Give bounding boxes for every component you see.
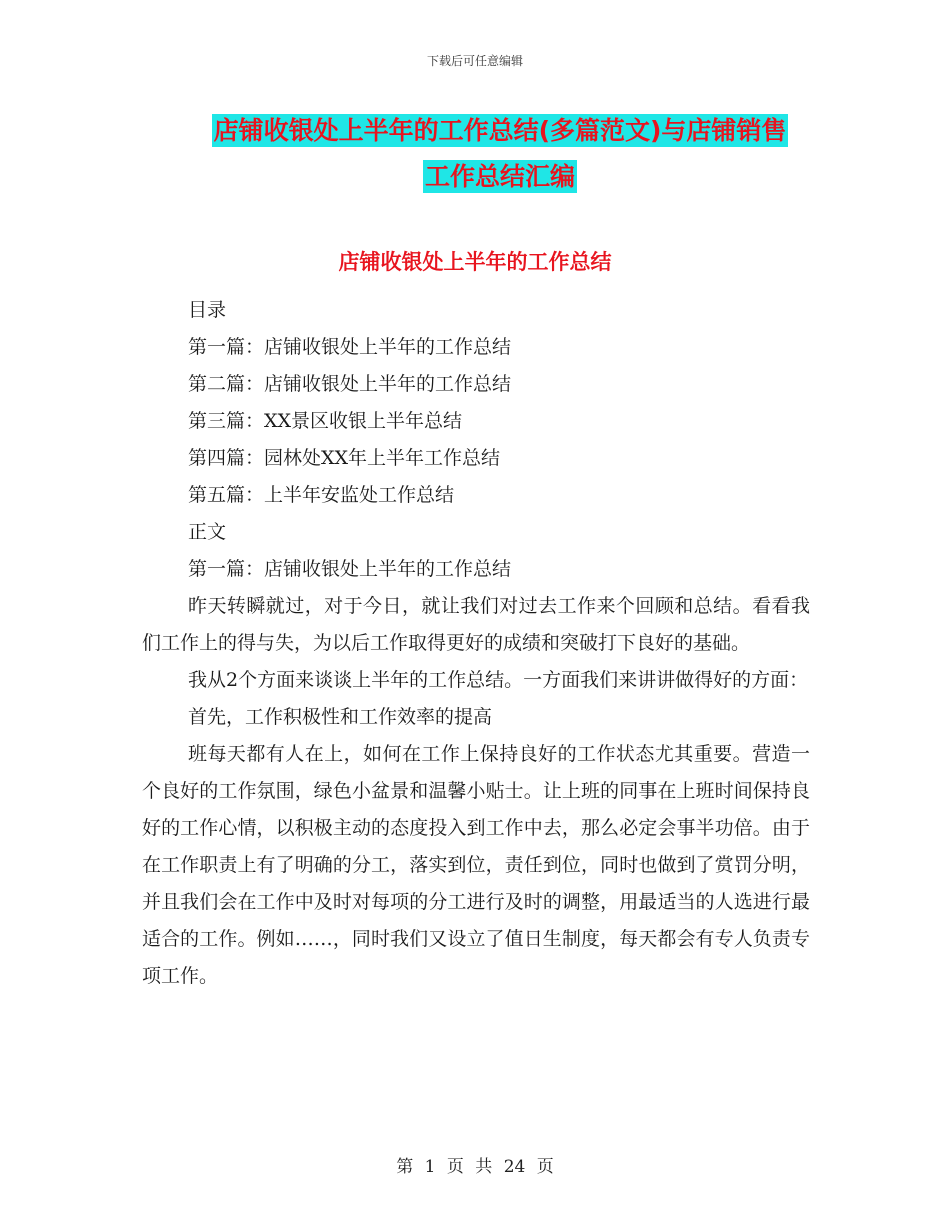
toc-item: 第一篇：店铺收银处上半年的工作总结 [188, 336, 512, 358]
page-number-footer: 第 1 页 共 24 页 [396, 1157, 554, 1177]
toc-item: 第五篇：上半年安监处工作总结 [188, 484, 455, 506]
paragraph: 首先，工作积极性和工作效率的提高 [188, 706, 493, 728]
section-title: 店铺收银处上半年的工作总结 [338, 250, 612, 274]
paragraph: 昨天转瞬就过，对于今日，就让我们对过去工作来个回顾和总结。看看我们工作上的得与失，为以后工作取得更好的成绩和突破打下良好的基础。 [142, 595, 810, 654]
header-note: 下载后可任意编辑 [426, 54, 523, 68]
paragraph: 班每天都有人在上，如何在工作上保持良好的工作状态尤其重要。营造一个良好的工作氛围，绿色小盆景和温馨小贴士。让上班的同事在上班时间保持良好的工作心情，以积极主动的态度投入到工作中去，那么必定会事半功倍。由于在工作职责上有了明确的分工，落实到位，责任到位，同时也做到了赏罚分明，并且我们会在工作中及时对每项的分工进行及时的调整，用最适当的人选进行最适合的工作。例如……，同时我们又设立了值日生制度，每天都会有专人负责专项工作。 [142, 743, 810, 987]
toc-heading: 目录 [188, 299, 227, 321]
body-text [142, 588, 810, 995]
toc-item: 第三篇：XX景区收银上半年总结 [188, 410, 463, 432]
body-heading: 正文 [188, 521, 227, 543]
title-line-2: 工作总结汇编 [424, 162, 575, 191]
paragraph: 我从2个方面来谈谈上半年的工作总结。一方面我们来讲讲做得好的方面： [188, 669, 809, 691]
table-of-contents [188, 292, 511, 588]
chapter-heading: 第一篇：店铺收银处上半年的工作总结 [188, 558, 512, 580]
toc-item: 第二篇：店铺收银处上半年的工作总结 [188, 373, 512, 395]
toc-item: 第四篇：园林处XX年上半年工作总结 [188, 447, 501, 469]
title-line-1: 店铺收银处上半年的工作总结(多篇范文)与店铺销售 [213, 116, 787, 145]
document-title [140, 108, 860, 200]
